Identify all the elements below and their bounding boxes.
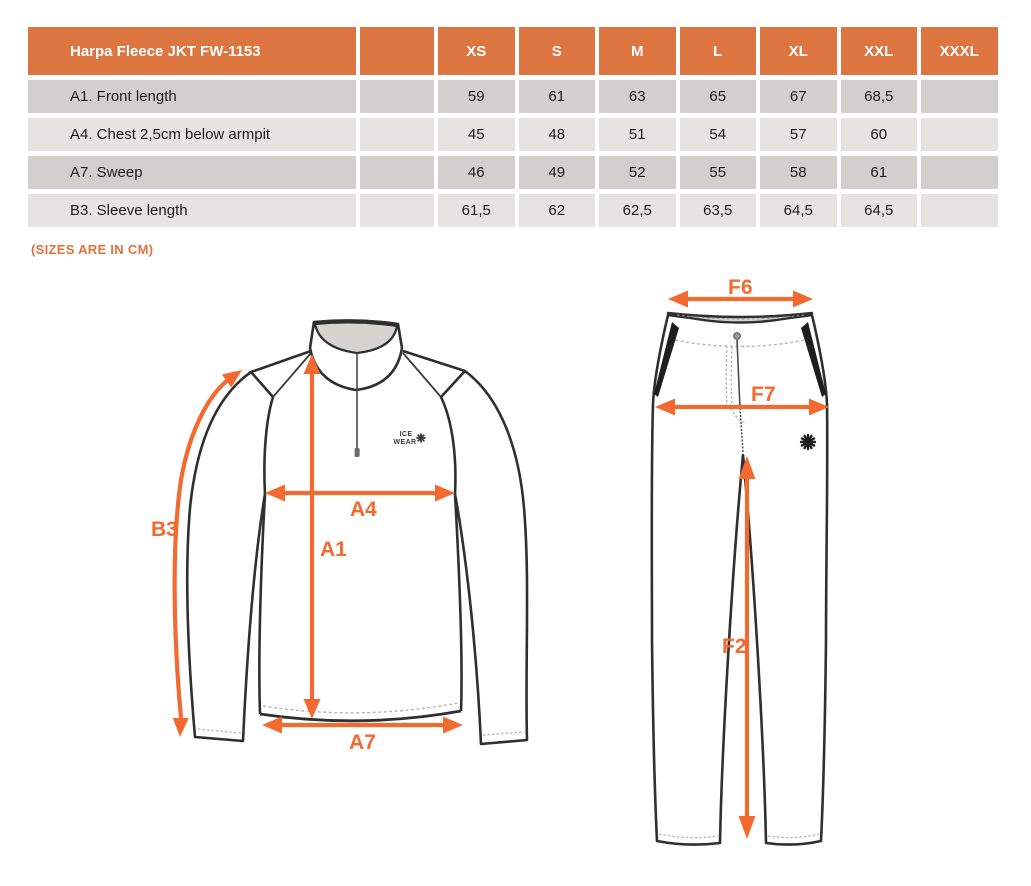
spacer-header-cell [360,27,434,75]
a4-label: A4 [350,498,377,521]
size-value-cell [921,156,998,189]
size-value-cell: 61 [841,156,918,189]
size-value-cell [921,118,998,151]
b3-arrowhead-bottom [173,718,189,737]
size-value-cell: 46 [438,156,515,189]
size-value-cell: 64,5 [841,194,918,227]
row-label: A1. Front length [28,80,356,113]
size-value-cell: 67 [760,80,837,113]
spacer-cell [360,80,434,113]
f2-arrowhead-bottom [739,816,756,839]
row-label: A4. Chest 2,5cm below armpit [28,118,356,151]
f6-arrowhead-right [793,291,813,308]
b3-label: B3 [151,518,178,541]
size-value-cell: 59 [438,80,515,113]
f6-arrowhead-left [668,291,688,308]
pants-button [734,333,741,340]
f7-label: F7 [751,383,776,406]
size-value-cell: 51 [599,118,676,151]
brand-logo-line1: ICE [399,431,413,438]
jacket-zipper-pull [355,448,360,457]
size-value-cell: 54 [680,118,757,151]
sizes-in-cm-note: (SIZES ARE IN CM) [31,242,154,257]
size-table [28,27,998,227]
size-value-cell: 58 [760,156,837,189]
spacer-cell [360,194,434,227]
jacket-diagram [130,300,560,770]
logo-snowflake-icon [417,434,425,442]
size-value-cell: 64,5 [760,194,837,227]
jacket-body [253,351,464,721]
size-value-cell: 63 [599,80,676,113]
size-value-cell [921,80,998,113]
size-header-xxxl: XXXL [921,27,998,75]
row-label: B3. Sleeve length [28,194,356,227]
f6-label: F6 [728,276,753,299]
size-header-m: M [599,27,676,75]
size-header-xl: XL [760,27,837,75]
a7-label: A7 [349,731,376,754]
a7-arrowhead-left [262,717,282,734]
size-value-cell: 45 [438,118,515,151]
size-value-cell: 60 [841,118,918,151]
size-value-cell: 62 [519,194,596,227]
size-value-cell: 61,5 [438,194,515,227]
size-value-cell: 55 [680,156,757,189]
brand-logo-line2: WEAR [393,439,417,446]
size-value-cell: 57 [760,118,837,151]
size-header-xs: XS [438,27,515,75]
size-value-cell: 68,5 [841,80,918,113]
size-value-cell: 65 [680,80,757,113]
size-header-s: S [519,27,596,75]
table-title: Harpa Fleece JKT FW-1153 [28,27,356,75]
a7-arrowhead-right [443,717,463,734]
a1-label: A1 [320,538,347,561]
size-value-cell: 49 [519,156,596,189]
row-label: A7. Sweep [28,156,356,189]
size-value-cell [921,194,998,227]
spacer-cell [360,118,434,151]
size-value-cell: 48 [519,118,596,151]
size-header-l: L [680,27,757,75]
size-value-cell: 61 [519,80,596,113]
size-value-cell: 63,5 [680,194,757,227]
size-value-cell: 52 [599,156,676,189]
spacer-cell [360,156,434,189]
pants-diagram [630,275,850,860]
f2-label: F2 [722,635,747,658]
size-value-cell: 62,5 [599,194,676,227]
size-header-xxl: XXL [841,27,918,75]
